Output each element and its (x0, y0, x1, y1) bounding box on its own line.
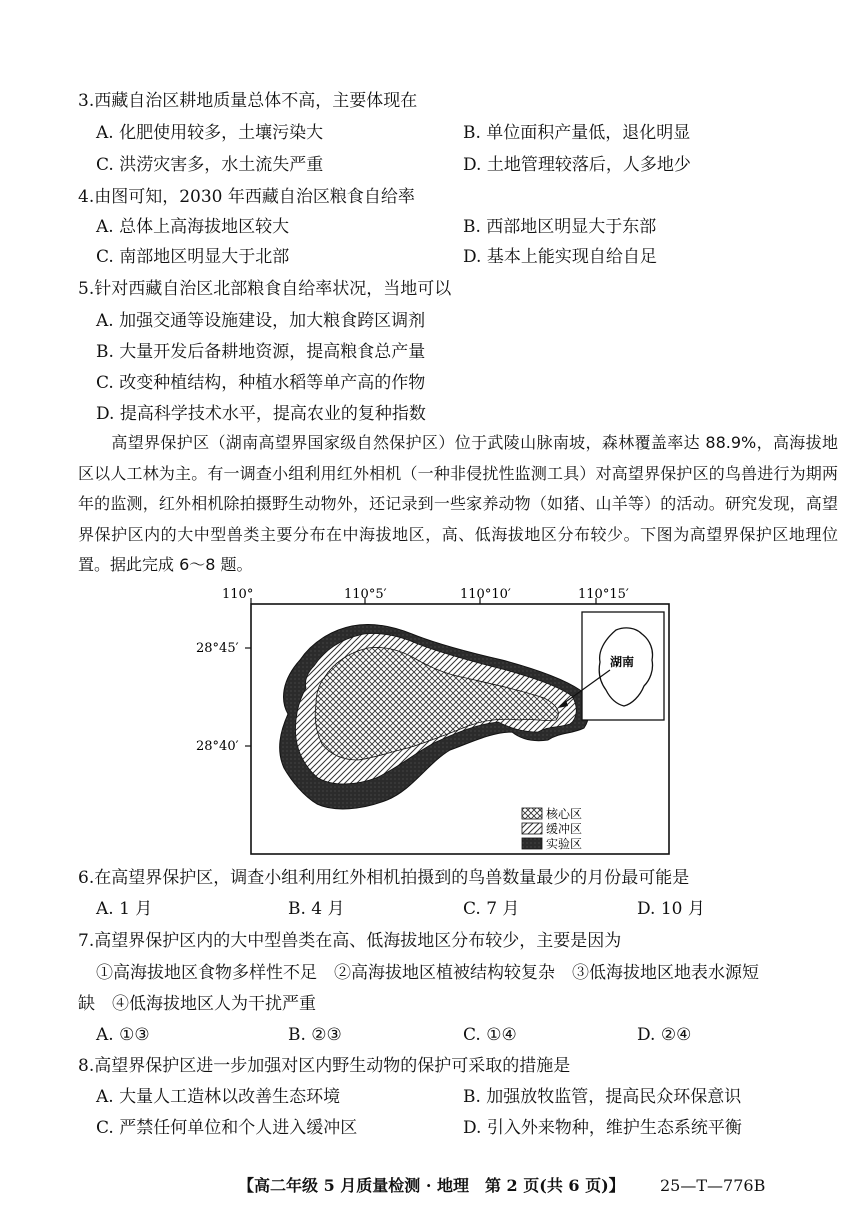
q8-option-a: A. 大量人工造林以改善生态环境 (96, 1087, 341, 1107)
q3-option-c: C. 洪涝灾害多，水土流失严重 (96, 155, 324, 175)
q4-option-a: A. 总体上高海拔地区较大 (96, 217, 290, 237)
legend-label-buffer: 缓冲区 (546, 822, 583, 836)
lat-label-28-45: 28°45′ (196, 641, 239, 656)
reserve-location-map (196, 582, 674, 858)
q7-items-line1: ①高海拔地区食物多样性不足 ②高海拔地区植被结构较复杂 ③低海拔地区地表水源短 (96, 963, 759, 983)
legend-label-experimental: 实验区 (546, 837, 583, 851)
q5-option-d: D. 提高科学技术水平，提高农业的复种指数 (96, 404, 426, 424)
legend-swatch-experimental (522, 838, 542, 849)
legend-swatch-buffer (522, 823, 542, 834)
lon-label-110-15: 110°15′ (578, 587, 629, 602)
q8-stem: 8.高望界保护区进一步加强对区内野生动物的保护可采取的措施是 (78, 1056, 571, 1076)
passage-block (78, 428, 838, 581)
lon-label-110: 110° (222, 587, 254, 602)
q8-option-b: B. 加强放牧监管，提高民众环保意识 (463, 1087, 742, 1107)
passage-text: 高望界保护区（湖南高望界国家级自然保护区）位于武陵山脉南坡，森林覆盖率达 88.9%，高海拔地区以人工林为主。有一调查小组利用红外相机（一种非侵扰性监测工具）对高望界保护区的鸟兽进行为期两年的监测，红外相机除拍摄野生动物外，还记录到一些家养动物（如猪、山羊等）的活动。研究发现，高望界保护区内的大中型兽类主要分布在中海拔地区，高、低海拔地区分布较少。下图为高望界保护区地理位置。据此完成 6～8 题。 (78, 433, 838, 574)
q3-option-d: D. 土地管理较落后，人多地少 (463, 155, 691, 175)
q3-option-a: A. 化肥使用较多，土壤污染大 (96, 123, 324, 143)
q6-option-c: C. 7 月 (463, 899, 520, 919)
q5-stem: 5.针对西藏自治区北部粮食自给率状况，当地可以 (78, 279, 452, 299)
q5-option-c: C. 改变种植结构，种植水稻等单产高的作物 (96, 373, 426, 393)
map-legend (522, 806, 582, 851)
q5-option-a: A. 加强交通等设施建设，加大粮食跨区调剂 (96, 311, 426, 331)
q4-option-b: B. 西部地区明显大于东部 (463, 217, 657, 237)
q7-option-a: A. ①③ (96, 1025, 150, 1045)
q3-option-b: B. 单位面积产量低，退化明显 (463, 123, 691, 143)
q7-option-d: D. ②④ (637, 1025, 692, 1045)
q7-items-line2: 缺 ④低海拔地区人为干扰严重 (78, 994, 316, 1014)
q8-option-c: C. 严禁任何单位和个人进入缓冲区 (96, 1118, 358, 1138)
q4-option-c: C. 南部地区明显大于北部 (96, 247, 290, 267)
q7-option-c: C. ①④ (463, 1025, 517, 1045)
q4-stem: 4.由图可知，2030 年西藏自治区粮食自给率 (78, 187, 415, 207)
q5-option-b: B. 大量开发后备耕地资源，提高粮食总产量 (96, 342, 426, 362)
q6-option-b: B. 4 月 (288, 899, 345, 919)
q7-option-b: B. ②③ (288, 1025, 342, 1045)
q6-option-a: A. 1 月 (96, 899, 153, 919)
lon-label-110-10: 110°10′ (460, 587, 511, 602)
q6-stem: 6.在高望界保护区，调查小组利用红外相机拍摄到的鸟兽数量最少的月份最可能是 (78, 868, 690, 888)
q3-stem: 3.西藏自治区耕地质量总体不高，主要体现在 (78, 91, 418, 111)
footer-title: 【高二年级 5 月质量检测 · 地理 第 2 页(共 6 页)】 (238, 1176, 625, 1195)
legend-swatch-core (522, 808, 542, 819)
q8-option-d: D. 引入外来物种，维护生态系统平衡 (463, 1118, 742, 1138)
q6-option-d: D. 10 月 (637, 899, 705, 919)
legend-label-core: 核心区 (546, 807, 583, 821)
q7-stem: 7.高望界保护区内的大中型兽类在高、低海拔地区分布较少，主要是因为 (78, 931, 622, 951)
footer-code: 25—T—776B (660, 1176, 766, 1195)
lon-label-110-5: 110°5′ (344, 587, 387, 602)
inset-label-hunan: 湖南 (610, 655, 635, 669)
lat-label-28-40: 28°40′ (196, 739, 239, 754)
q4-option-d: D. 基本上能实现自给自足 (463, 247, 657, 267)
